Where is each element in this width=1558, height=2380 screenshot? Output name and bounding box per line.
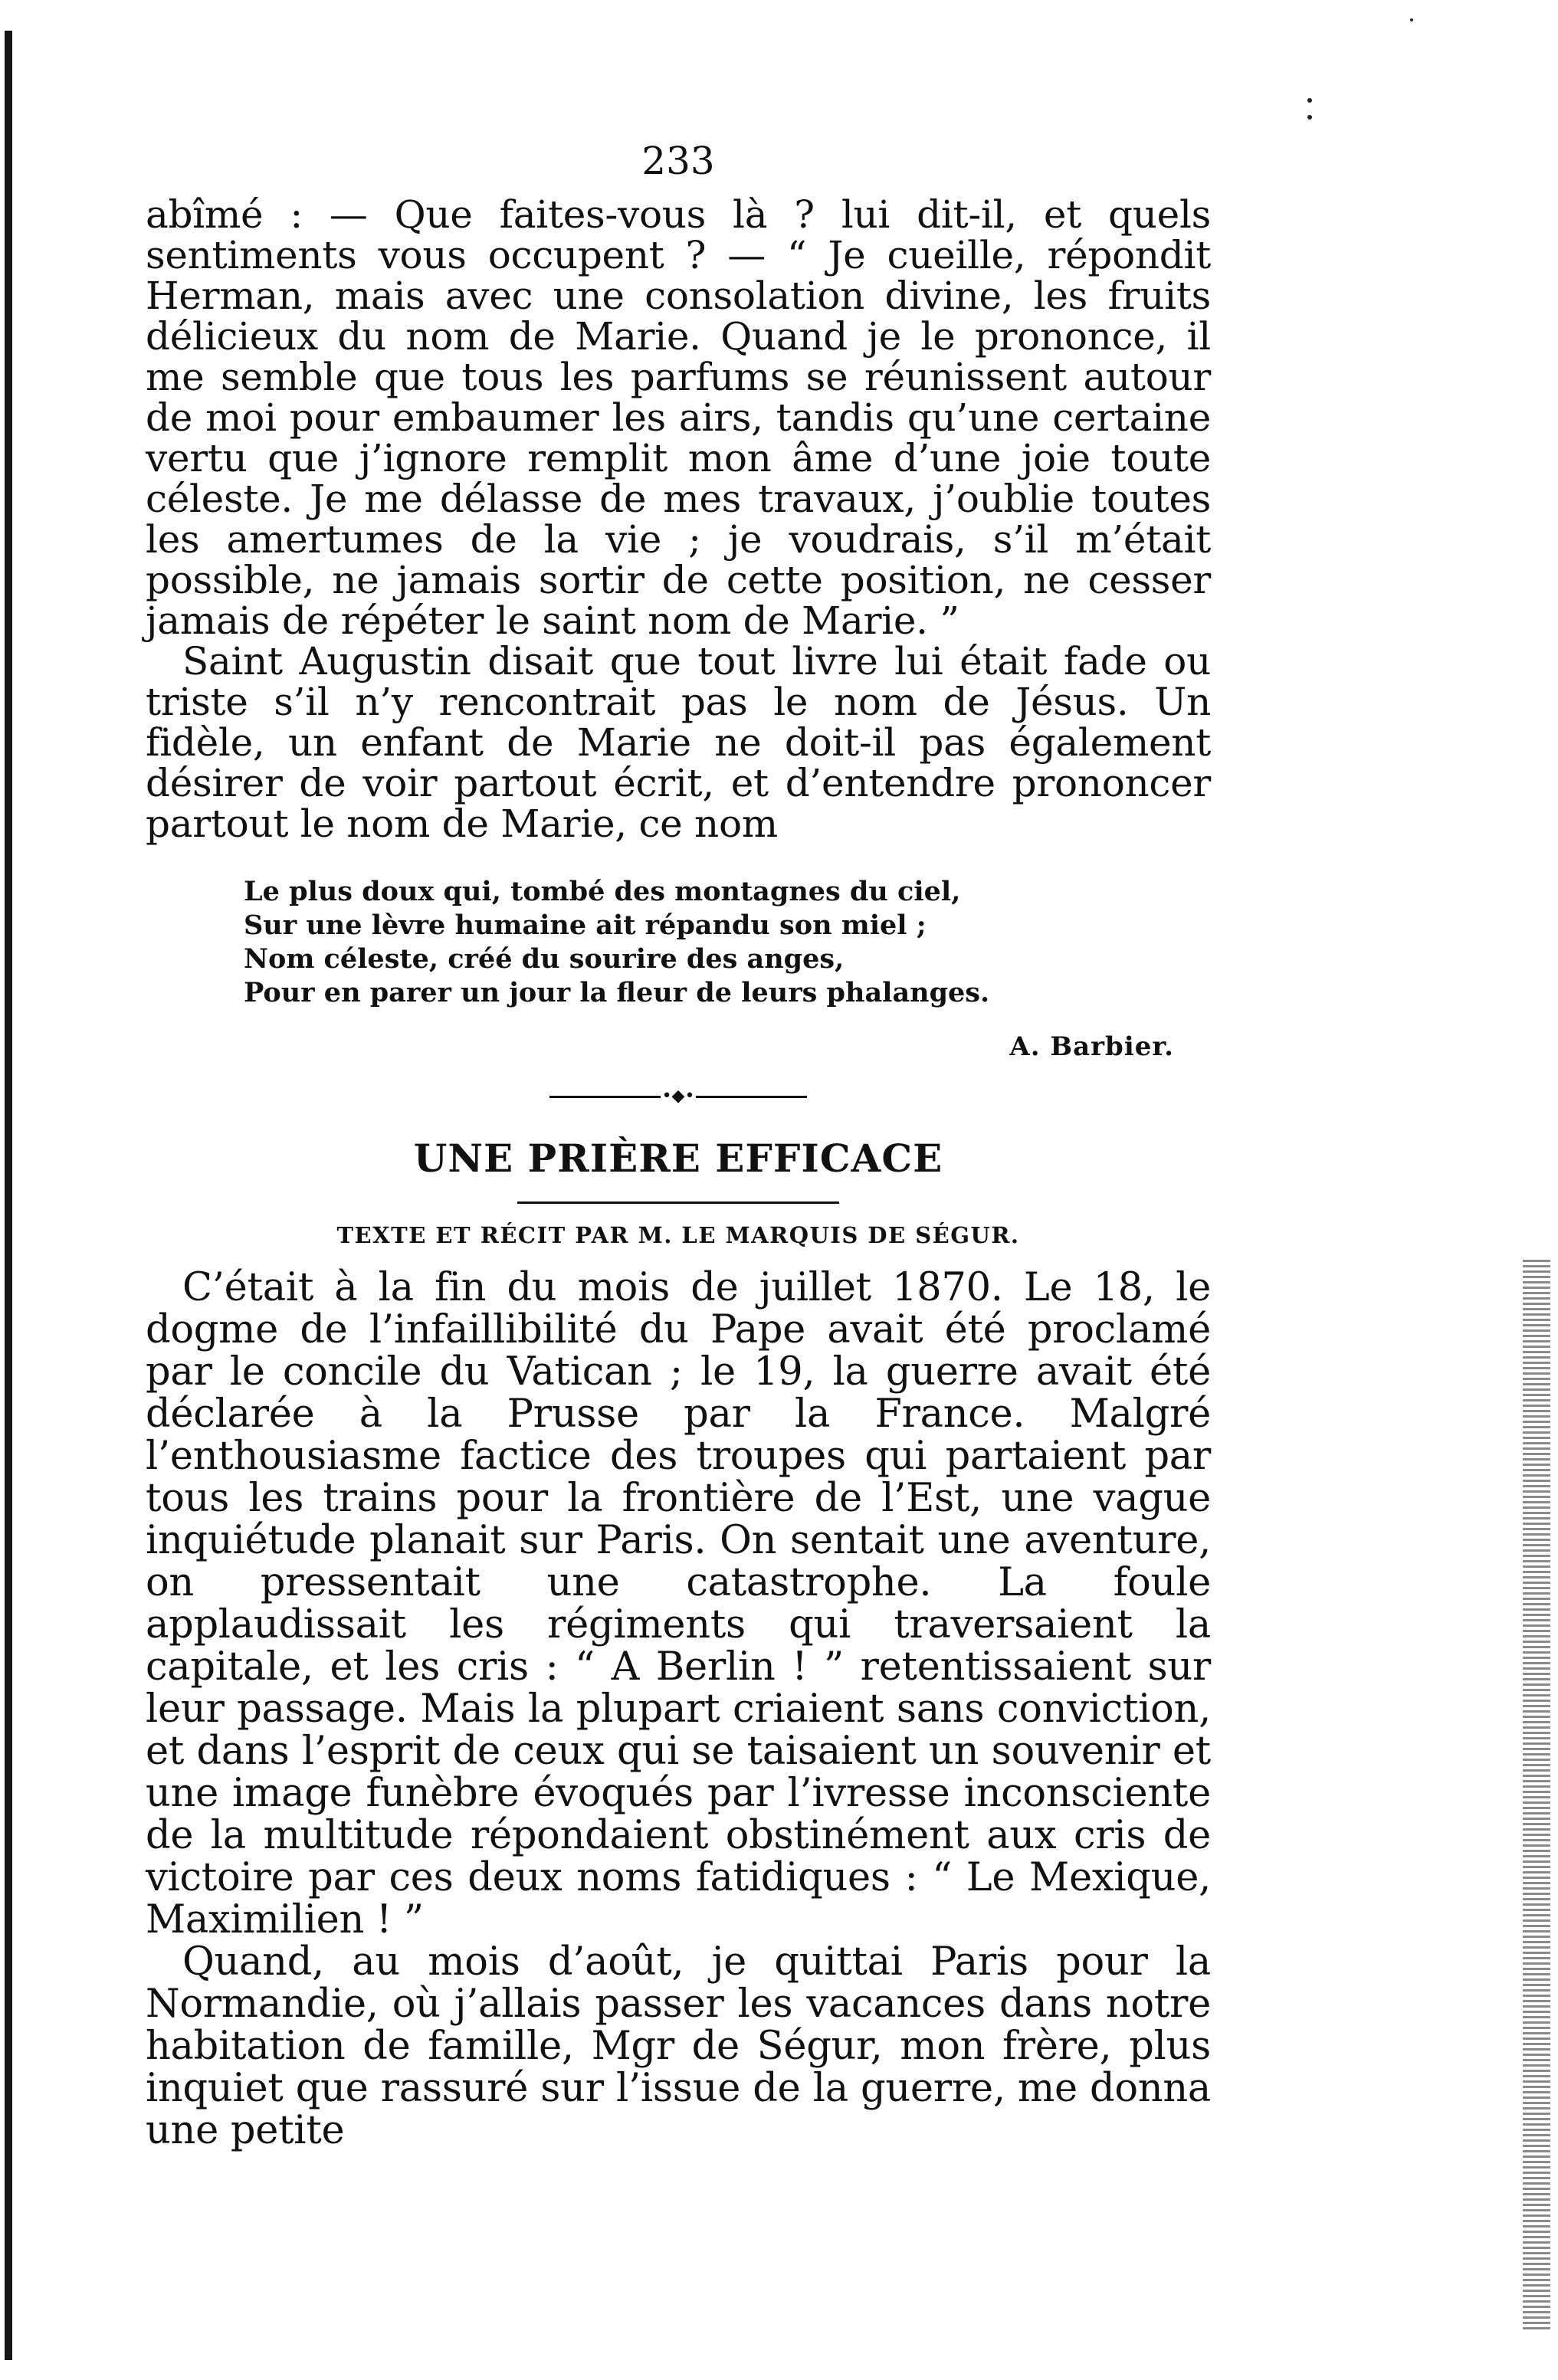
section-title: UNE PRIÈRE EFFICACE — [413, 1136, 943, 1181]
paragraph: C’était à la fin du mois de juillet 1870. Le 18, le dogme de l’infaillibilité du Pape avait été proclamé par le concile du Vatican ; le 19, la guerre avait été déclarée à la Prusse par la France. Malgré l’enthousiasme factice des troupes qui partaient par tous les trains pour la frontière de l’Est, une vague inquiétude planait sur Paris. On sentait une aventure, on pressentait une catastrophe. La foule applaudissait les régiments qui traversaient la capitale, et les cris : “ A Berlin ! ” retentissaient sur leur passage. Mais la plupart criaient sans conviction, et dans l’esprit de ceux qui se taisaient un souvenir et une image funèbre évoqués par l’ivresse inconsciente de la multitude répondaient obstinément aux cris de victoire par ces deux noms fatidiques : “ Le Mexique, Maximilien ! ” — [146, 1265, 1211, 1942]
poem-line: Le plus doux qui, tombé des montagnes du ciel, — [244, 876, 961, 907]
page-edge-shadow — [5, 31, 12, 2360]
scan-speck — [1307, 98, 1312, 103]
paragraph: abîmé : — Que faites-vous là ? lui dit-il, et quels sentiments vous occupent ? — “ Je cueille, répondit Herman, mais avec une consolation divine, les fruits délicieux du nom de Marie. Quand je le prononce, il me semble que tous les parfums se réunissent autour de moi pour embaumer les airs, tandis qu’une certaine vertu que j’ignore remplit mon âme d’une joie toute céleste. Je me délasse de mes travaux, j’oublie toutes les amertumes de la vie ; je voudrais, s’il m’était possible, ne jamais sortir de cette position, ne cesser jamais de répéter le saint nom de Marie. ” — [146, 192, 1211, 643]
scan-speck — [1307, 115, 1312, 120]
poem-line: Pour en parer un jour la fleur de leurs phalanges. — [244, 977, 990, 1008]
paragraph: Saint Augustin disait que tout livre lui était fade ou triste s’il n’y rencontrait pas le nom de Jésus. Un fidèle, un enfant de Marie ne doit-il pas également désirer de voir partout écrit, et d’entendre prononcer partout le nom de Marie, ce nom — [146, 639, 1211, 846]
scan-speck — [1410, 18, 1413, 21]
right-edge-scan-noise — [1523, 1257, 1550, 2329]
paragraph: Quand, au mois d’août, je quittai Paris pour la Normandie, où j’allais passer les vacances dans notre habitation de famille, Mgr de Ségur, mon frère, plus inquiet que rassuré sur l’issue de la guerre, me donna une petite — [146, 1939, 1211, 2153]
intro-text — [146, 192, 1211, 846]
book-page — [146, 138, 1211, 2152]
section-subtitle: TEXTE ET RÉCIT PAR M. LE MARQUIS DE SÉGUR. — [336, 1222, 1020, 1248]
poem-line: Nom céleste, créé du sourire des anges, — [244, 943, 845, 975]
separator-line — [696, 1096, 807, 1098]
poem-quote — [244, 875, 1211, 1010]
section-separator — [146, 1088, 1211, 1105]
poem-attribution: A. Barbier. — [1009, 1031, 1174, 1062]
page-number: 233 — [641, 139, 715, 183]
separator-line — [549, 1096, 661, 1098]
title-rule — [517, 1201, 839, 1204]
story-text — [146, 1267, 1211, 2152]
poem-line: Sur une lèvre humaine ait répandu son miel ; — [244, 910, 927, 941]
separator-ornament: •◆• — [661, 1087, 695, 1106]
